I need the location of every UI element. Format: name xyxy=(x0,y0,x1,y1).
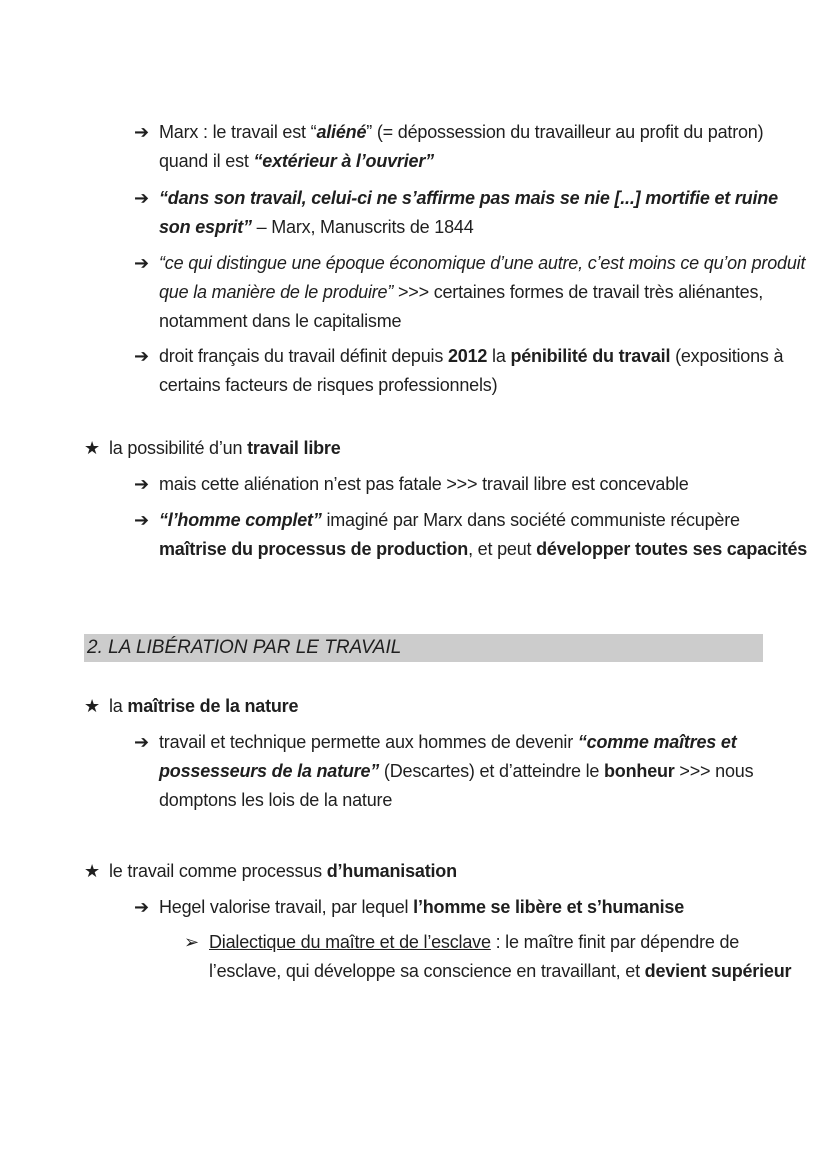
list-item-not-fatal: ➔ mais cette aliénation n’est pas fatale >>> travail libre est concevable xyxy=(134,470,809,499)
arrow-icon: ➔ xyxy=(134,732,149,752)
sub-arrow-icon: ➢ xyxy=(184,932,199,952)
list-item-french-law: ➔ droit français du travail définit depuis 2012 la pénibilité du travail (expositions à certains facteurs de risques professionnels) xyxy=(134,342,809,400)
list-item-hegel: ➔ Hegel valorise travail, par lequel l’homme se libère et s’humanise xyxy=(134,893,809,922)
star-icon: ★ xyxy=(84,438,100,458)
list-item-complete-man: ➔ “l’homme complet” imaginé par Marx dans société communiste récupère maîtrise du processus de production, et peut développer toutes ses capacités xyxy=(134,506,809,564)
arrow-icon: ➔ xyxy=(134,253,149,273)
arrow-icon: ➔ xyxy=(134,897,149,917)
arrow-icon: ➔ xyxy=(134,346,149,366)
arrow-icon: ➔ xyxy=(134,122,149,142)
arrow-icon: ➔ xyxy=(134,474,149,494)
list-item-descartes: ➔ travail et technique permette aux hommes de devenir “comme maîtres et possesseurs de la nature” (Descartes) et d’atteindre le bonheur >>> nous domptons les lois de la nature xyxy=(134,728,809,815)
list-item-marx-quote: ➔ “dans son travail, celui-ci ne s’affirme pas mais se nie [...] mortifie et ruine son esprit” – Marx, Manuscrits de 1844 xyxy=(134,184,809,242)
star-item-mastery-nature: ★ la maîtrise de la nature xyxy=(84,692,789,721)
sub-item-master-slave: ➢ Dialectique du maître et de l’esclave : le maître finit par dépendre de l’esclave, qui développe sa conscience en travaillant, et devient supérieur xyxy=(184,928,809,986)
section-heading: 2. LA LIBÉRATION PAR LE TRAVAIL xyxy=(84,634,763,662)
star-icon: ★ xyxy=(84,696,100,716)
arrow-icon: ➔ xyxy=(134,188,149,208)
star-item-humanisation: ★ le travail comme processus d’humanisation xyxy=(84,857,789,886)
star-item-free-work: ★ la possibilité d’un travail libre xyxy=(84,434,789,463)
star-icon: ★ xyxy=(84,861,100,881)
list-item-economic-epoch: ➔ “ce qui distingue une époque économique d’une autre, c’est moins ce qu’on produit que la manière de le produire” >>> certaines formes de travail très aliénantes, notamment dans le capitalisme xyxy=(134,249,809,336)
arrow-icon: ➔ xyxy=(134,510,149,530)
list-item-marx-alienation: ➔ Marx : le travail est “aliéné” (= dépossession du travailleur au profit du patron) quand il est “extérieur à l’ouvrier” xyxy=(134,118,809,176)
